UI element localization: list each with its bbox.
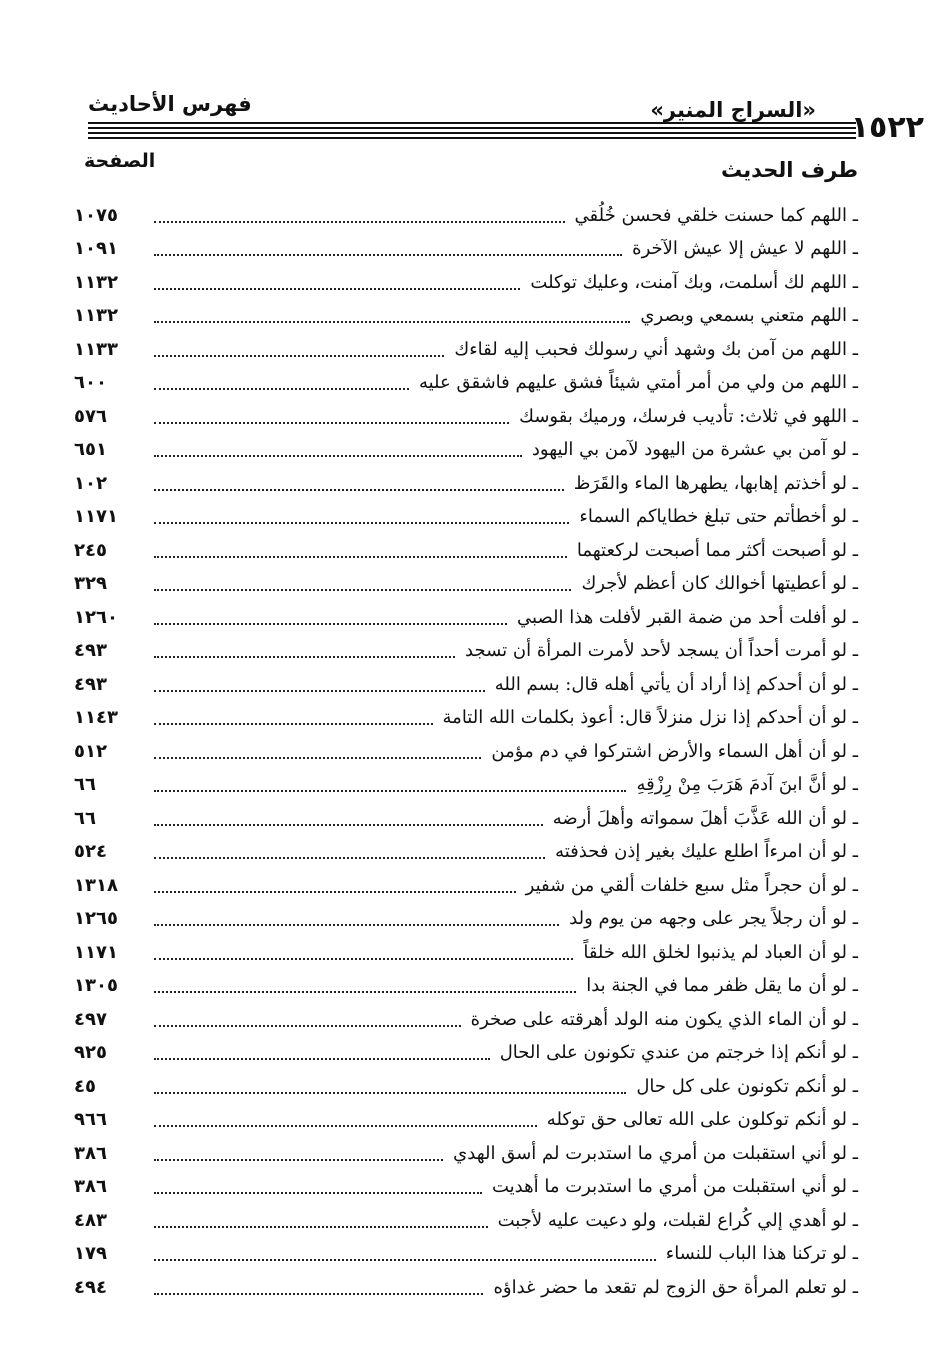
dotted-leader [154, 1025, 461, 1027]
index-entry [74, 1000, 858, 1034]
dotted-leader [154, 288, 520, 290]
index-entry [74, 1034, 858, 1068]
index-entry [74, 464, 858, 498]
page-reference: ٤٩٧ [74, 1008, 107, 1030]
hadith-text: ـ لو أن الماء الذي يكون منه الولد أهرقته على صخرة [470, 1008, 858, 1030]
page-reference: ٦٠٠ [74, 372, 107, 393]
dotted-leader [154, 522, 569, 524]
page-reference: ١٠٢ [74, 472, 107, 494]
hadith-text: ـ لو أنكم إذا خرجتم من عندي تكونون على الحال [499, 1042, 858, 1063]
page-reference: ١١٧١ [74, 941, 118, 963]
dotted-leader [154, 388, 409, 390]
page-reference: ١١٣٢ [74, 271, 118, 293]
hadith-text: ـ لو أن الله عَذَّبَ أهلَ سمواته وأهلَ أرضه [552, 807, 858, 829]
hadith-text: ـ لو آمن بي عشرة من اليهود لآمن بي اليهود [531, 439, 858, 460]
hadith-text: ـ اللهم لا عيش إلا عيش الآخرة [632, 238, 858, 259]
hadith-text: ـ لو أن أحدكم إذا أراد أن يأتي أهله قال: بسم الله [494, 673, 858, 695]
page-reference: ١٢٦٠ [74, 606, 118, 628]
index-entry [74, 196, 858, 230]
hadith-text: ـ اللهم متعني بسمعي وبصري [640, 305, 858, 326]
page-reference: ١١٣٢ [74, 305, 118, 326]
dotted-leader [154, 221, 565, 223]
page-reference: ١٠٩١ [74, 238, 118, 259]
page-reference: ٤٩٤ [74, 1276, 107, 1298]
page-reference: ٣٨٦ [74, 1176, 107, 1197]
dotted-leader [154, 355, 444, 357]
dotted-leader [154, 589, 571, 591]
hadith-text: ـ اللهم لك أسلمت، وبك آمنت، وعليك توكلت [530, 271, 858, 293]
dotted-leader [154, 958, 573, 960]
page-reference: ٥٢٤ [74, 841, 107, 862]
page-reference: ١١٤٣ [74, 707, 118, 728]
dotted-leader [154, 556, 567, 558]
book-title: «السراج المنير» [650, 98, 816, 122]
dotted-leader [154, 891, 516, 893]
index-entry [74, 431, 858, 465]
page-reference: ٤٥ [74, 1075, 96, 1097]
dotted-leader [154, 1058, 490, 1060]
hadith-text: ـ لو تركنا هذا الباب للنساء [665, 1243, 858, 1264]
index-entry [74, 1101, 858, 1135]
page-reference: ١٣٠٥ [74, 975, 118, 996]
page-reference: ١٢٦٥ [74, 908, 118, 929]
dotted-leader [154, 623, 507, 625]
page-reference: ٤٩٣ [74, 673, 107, 695]
hadith-text: ـ لو أن امرءاً اطلع عليك بغير إذن فحذفته [555, 841, 858, 862]
index-entry [74, 665, 858, 699]
index-entry [74, 1235, 858, 1269]
hadith-text: ـ لو أن ما يقل ظفر مما في الجنة بدا [586, 975, 858, 996]
page-reference: ١٧٩ [74, 1243, 107, 1264]
header-rule [88, 132, 856, 134]
dotted-leader [154, 1159, 443, 1161]
index-entry [74, 598, 858, 632]
dotted-leader [154, 824, 543, 826]
hadith-text: ـ لو أفلت أحد من ضمة القبر لأفلت هذا الصبي [517, 606, 858, 628]
hadith-text: ـ لو أصبحت أكثر مما أصبحت لركعتهما [576, 539, 858, 561]
page-number: ١٥٢٢ [850, 110, 924, 145]
index-entry [74, 1268, 858, 1302]
index-entry [74, 1201, 858, 1235]
page-reference: ٣٢٩ [74, 573, 107, 594]
index-entry [74, 263, 858, 297]
index-entry [74, 1067, 858, 1101]
column-heading-hadith: طرف الحديث [720, 158, 858, 182]
dotted-leader [154, 1259, 656, 1261]
hadith-text: ـ لو أن رجلاً يجر على وجهه من يوم ولد [569, 908, 858, 929]
index-entry [74, 397, 858, 431]
index-entry [74, 1134, 858, 1168]
hadith-text: ـ لو أن أحدكم إذا نزل منزلاً قال: أعوذ بكلمات الله التامة [442, 707, 858, 728]
page-reference: ٩٦٦ [74, 1109, 107, 1130]
dotted-leader [154, 757, 481, 759]
hadith-text: ـ لو أخطأتم حتى تبلغ خطاياكم السماء [579, 506, 858, 527]
index-entry [74, 498, 858, 532]
page-reference: ٥١٢ [74, 740, 107, 762]
dotted-leader [154, 723, 433, 725]
page-reference: ٥٧٦ [74, 405, 107, 427]
page-reference: ١١٧١ [74, 506, 118, 527]
index-entry [74, 297, 858, 331]
index-entry [74, 699, 858, 733]
hadith-text: ـ لو أني استقبلت من أمري ما استدبرت لم أسق الهدي [453, 1142, 858, 1164]
hadith-text: ـ لو أهدي إلي كُراع لقبلت، ولو دعيت عليه لأجبت [497, 1209, 858, 1231]
index-entry [74, 933, 858, 967]
page-reference: ٦٦ [74, 807, 96, 829]
page-reference: ٤٩٣ [74, 640, 107, 661]
index-entry [74, 230, 858, 264]
column-heading-page: الصفحة [84, 150, 156, 172]
dotted-leader [154, 991, 576, 993]
index-entry [74, 531, 858, 565]
index-entry [74, 900, 858, 934]
page-reference: ٩٢٥ [74, 1042, 107, 1063]
dotted-leader [154, 656, 455, 658]
page-reference: ٣٨٦ [74, 1142, 107, 1164]
dotted-leader [154, 1293, 483, 1295]
page-reference: ١٠٧٥ [74, 204, 118, 226]
dotted-leader [154, 489, 564, 491]
index-entry [74, 330, 858, 364]
hadith-text: ـ لو أن حجراً مثل سبع خلفات ألقي من شفير [525, 874, 858, 896]
dotted-leader [154, 690, 485, 692]
hadith-text: ـ لو أن العباد لم يذنبوا لخلق الله خلقاً [583, 941, 858, 963]
hadith-text: ـ لو أني استقبلت من أمري ما استدبرت ما أهديت [492, 1176, 858, 1197]
dotted-leader [154, 790, 626, 792]
hadith-text: ـ اللهم كما حسنت خلقي فحسن خُلُقي [574, 204, 858, 226]
hadith-text: ـ لو أنكم توكلون على الله تعالى حق توكله [546, 1109, 858, 1130]
header-rule [88, 122, 856, 124]
header-rule [88, 137, 856, 139]
page-reference: ٦٦ [74, 774, 96, 795]
index-entry [74, 833, 858, 867]
index-entry [74, 766, 858, 800]
index-entry [74, 732, 858, 766]
index-entry [74, 799, 858, 833]
dotted-leader [154, 1092, 626, 1094]
dotted-leader [154, 455, 522, 457]
page-reference: ١٣١٨ [74, 874, 118, 896]
page-reference: ٦٥١ [74, 439, 107, 460]
dotted-leader [154, 422, 509, 424]
hadith-text: ـ لو أنَّ ابنَ آدمَ هَرَبَ مِنْ رِزْقِهِ [636, 774, 858, 795]
page-reference: ٤٨٣ [74, 1209, 107, 1231]
dotted-leader [154, 857, 545, 859]
header-rule [88, 127, 856, 129]
page-reference: ٢٤٥ [74, 539, 107, 561]
index-entry [74, 1168, 858, 1202]
page-reference: ١١٣٣ [74, 338, 118, 360]
hadith-text: ـ اللهم من ولي من أمر أمتي شيئاً فشق عليهم فاشقق عليه [418, 372, 858, 393]
hadith-text: ـ لو أخذتم إهابها، يطهرها الماء والقَرَظ [573, 472, 858, 494]
index-entry [74, 866, 858, 900]
hadith-text: ـ اللهم من آمن بك وشهد أني رسولك فحبب إليه لقاءك [454, 338, 858, 360]
dotted-leader [154, 1226, 488, 1228]
dotted-leader [154, 321, 630, 323]
index-title: فهرس الأحاديث [88, 92, 252, 116]
hadith-index-list [74, 196, 858, 1302]
hadith-text: ـ لو أمرت أحداً أن يسجد لأحد لأمرت المرأة أن تسجد [465, 640, 858, 661]
hadith-text: ـ لو أعطيتها أخوالك كان أعظم لأجرك [581, 573, 858, 594]
index-entry [74, 632, 858, 666]
hadith-text: ـ اللهو في ثلاث: تأديب فرسك، ورميك بقوسك [519, 405, 858, 427]
dotted-leader [154, 924, 559, 926]
hadith-text: ـ لو تعلم المرأة حق الزوج لم تقعد ما حضر غداؤه [493, 1276, 858, 1298]
hadith-text: ـ لو أن أهل السماء والأرض اشتركوا في دم مؤمن [491, 740, 858, 762]
dotted-leader [154, 254, 622, 256]
dotted-leader [154, 1125, 537, 1127]
index-entry [74, 967, 858, 1001]
index-entry [74, 364, 858, 398]
index-entry [74, 565, 858, 599]
hadith-text: ـ لو أنكم تكونون على كل حال [636, 1075, 858, 1097]
dotted-leader [154, 1192, 482, 1194]
